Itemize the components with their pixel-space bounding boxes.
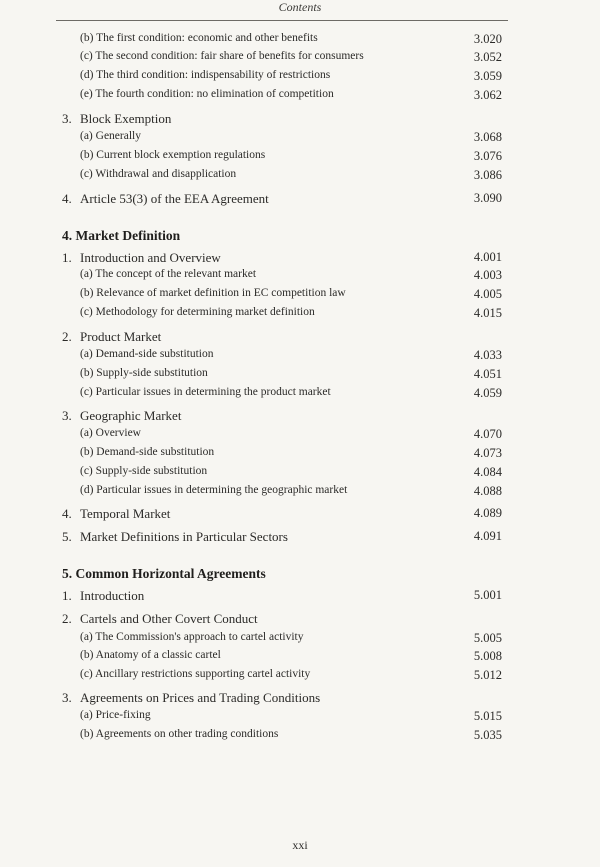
toc-subsection [0, 69, 600, 87]
toc-section [0, 111, 600, 129]
toc-entry-title: (a) Price-fixing [80, 709, 151, 721]
toc-entry-title [62, 329, 161, 345]
toc-entry-text: Introduction and Overview [80, 250, 221, 265]
toc-subsection [0, 427, 600, 445]
toc-paragraph-ref: 3.076 [473, 149, 502, 163]
toc-paragraph-ref: 3.020 [473, 32, 502, 46]
toc-subsection [0, 709, 600, 727]
toc-subsection [0, 50, 600, 68]
toc-subsection [0, 287, 600, 305]
toc-paragraph-ref: 3.062 [473, 88, 502, 102]
toc-paragraph-ref: 5.001 [473, 588, 502, 602]
toc-entry-title: (a) Demand-side substitution [80, 348, 214, 360]
toc-entry-text: Cartels and Other Covert Conduct [80, 611, 258, 626]
toc-section [0, 529, 600, 547]
toc-subsection [0, 149, 600, 167]
toc-section [0, 250, 600, 268]
toc-section [0, 611, 600, 629]
toc-paragraph-ref: 3.086 [473, 168, 502, 182]
toc-subsection [0, 465, 600, 483]
toc-paragraph-ref: 3.068 [473, 130, 502, 144]
toc-entry-title: (b) The first condition: economic and other benefits [80, 32, 318, 44]
toc-entry-title: (c) Supply-side substitution [80, 465, 208, 477]
toc-paragraph-ref: 5.015 [473, 709, 502, 723]
toc-entry-number: 5. [62, 529, 72, 544]
toc-subsection [0, 386, 600, 404]
toc-subsection [0, 168, 600, 186]
toc-entry-title [62, 588, 144, 604]
toc-entry-title: (c) Ancillary restrictions supporting cartel activity [80, 668, 311, 680]
toc-entry-title [62, 191, 269, 207]
toc-entry-text: Block Exemption [80, 111, 172, 126]
toc-section [0, 329, 600, 347]
toc-paragraph-ref: 5.035 [473, 728, 502, 742]
toc-paragraph-ref: 5.012 [473, 668, 502, 682]
toc-entry-text: Introduction [80, 588, 145, 603]
toc-entry-title: 4. Market Definition [62, 228, 181, 243]
toc-chapter [0, 228, 600, 246]
toc-entry-title: (d) Particular issues in determining the geographic market [80, 484, 348, 496]
toc-paragraph-ref: 5.008 [473, 649, 502, 663]
toc-paragraph-ref: 4.001 [473, 250, 502, 264]
toc-paragraph-ref: 3.090 [473, 191, 502, 205]
toc-entry-title: (b) Supply-side substitution [80, 367, 208, 379]
toc-entry-text: Geographic Market [80, 408, 182, 423]
toc-entry-title: (a) Generally [80, 130, 141, 142]
toc-entry-title [62, 250, 221, 266]
toc-entry-title: (c) Particular issues in determining the product market [80, 386, 331, 398]
toc-paragraph-ref: 4.084 [473, 465, 502, 479]
toc-entry-title: (a) The Commission's approach to cartel activity [80, 631, 304, 643]
toc-entry-number: 4. [62, 191, 72, 206]
toc-entry-number: 2. [62, 329, 72, 344]
toc-entry-title [62, 408, 181, 424]
toc-paragraph-ref: 4.005 [473, 287, 502, 301]
toc-subsection [0, 268, 600, 286]
toc-entry-title: (a) The concept of the relevant market [80, 268, 257, 280]
toc-entry-title [62, 690, 320, 706]
toc-subsection [0, 668, 600, 686]
toc-subsection [0, 631, 600, 649]
header-rule [56, 20, 508, 21]
toc-subsection [0, 32, 600, 50]
page-number: xxi [292, 838, 308, 852]
toc-section [0, 690, 600, 708]
toc-paragraph-ref: 4.091 [473, 529, 502, 543]
toc-entry-title [62, 611, 258, 627]
toc-subsection [0, 649, 600, 667]
toc-entry-title: (c) Methodology for determining market definition [80, 306, 315, 318]
toc-paragraph-ref: 3.059 [473, 69, 502, 83]
toc-entry-text: Product Market [80, 329, 162, 344]
toc-entry-text: Article 53(3) of the EEA Agreement [80, 191, 269, 206]
toc-entry-title: (c) The second condition: fair share of benefits for consumers [80, 50, 364, 62]
toc-paragraph-ref: 4.089 [473, 506, 502, 520]
toc-entry-title: (b) Demand-side substitution [80, 446, 215, 458]
toc-subsection [0, 484, 600, 502]
toc-entry-number: 4. [62, 506, 72, 521]
toc-entry-title: (c) Withdrawal and disapplication [80, 168, 237, 180]
toc-entry-text: Temporal Market [80, 506, 171, 521]
toc-entry-title [62, 506, 170, 522]
toc-entry-title: (a) Overview [80, 427, 141, 439]
toc-entry-number: 1. [62, 250, 72, 265]
toc-paragraph-ref: 4.088 [473, 484, 502, 498]
toc-chapter [0, 566, 600, 584]
toc-entry-title [62, 529, 288, 545]
toc-paragraph-ref: 3.052 [473, 50, 502, 64]
toc-entry-title: (b) Relevance of market definition in EC competition law [80, 287, 346, 299]
toc-paragraph-ref: 4.070 [473, 427, 502, 441]
toc-subsection [0, 306, 600, 324]
toc-paragraph-ref: 4.051 [473, 367, 502, 381]
toc-paragraph-ref: 4.003 [473, 268, 502, 282]
toc-entry-title: 5. Common Horizontal Agreements [62, 566, 266, 581]
toc-section [0, 588, 600, 606]
toc-entry-title: (d) The third condition: indispensability of restrictions [80, 69, 331, 81]
toc-subsection [0, 446, 600, 464]
toc-entry-number: 3. [62, 111, 72, 126]
toc-entry-title: (b) Current block exemption regulations [80, 149, 266, 161]
toc-section [0, 191, 600, 209]
toc-entry-title: (b) Anatomy of a classic cartel [80, 649, 221, 661]
toc-subsection [0, 130, 600, 148]
toc-section [0, 506, 600, 524]
toc-paragraph-ref: 4.033 [473, 348, 502, 362]
toc-paragraph-ref: 5.005 [473, 631, 502, 645]
toc-subsection [0, 348, 600, 366]
toc-paragraph-ref: 4.059 [473, 386, 502, 400]
toc-entry-number: 1. [62, 588, 72, 603]
toc-entry-text: Market Definitions in Particular Sectors [80, 529, 288, 544]
toc-entry-number: 3. [62, 690, 72, 705]
running-header: Contents [278, 0, 322, 14]
toc-entry-text: Agreements on Prices and Trading Conditions [80, 690, 321, 705]
toc-paragraph-ref: 4.015 [473, 306, 502, 320]
toc-section [0, 408, 600, 426]
toc-entry-title: (e) The fourth condition: no elimination of competition [80, 88, 334, 100]
toc-entry-number: 2. [62, 611, 72, 626]
toc-entry-number: 3. [62, 408, 72, 423]
toc-subsection [0, 88, 600, 106]
toc-paragraph-ref: 4.073 [473, 446, 502, 460]
toc-subsection [0, 367, 600, 385]
toc-subsection [0, 728, 600, 746]
toc-entry-title [62, 111, 171, 127]
toc-entry-title: (b) Agreements on other trading conditions [80, 728, 279, 740]
